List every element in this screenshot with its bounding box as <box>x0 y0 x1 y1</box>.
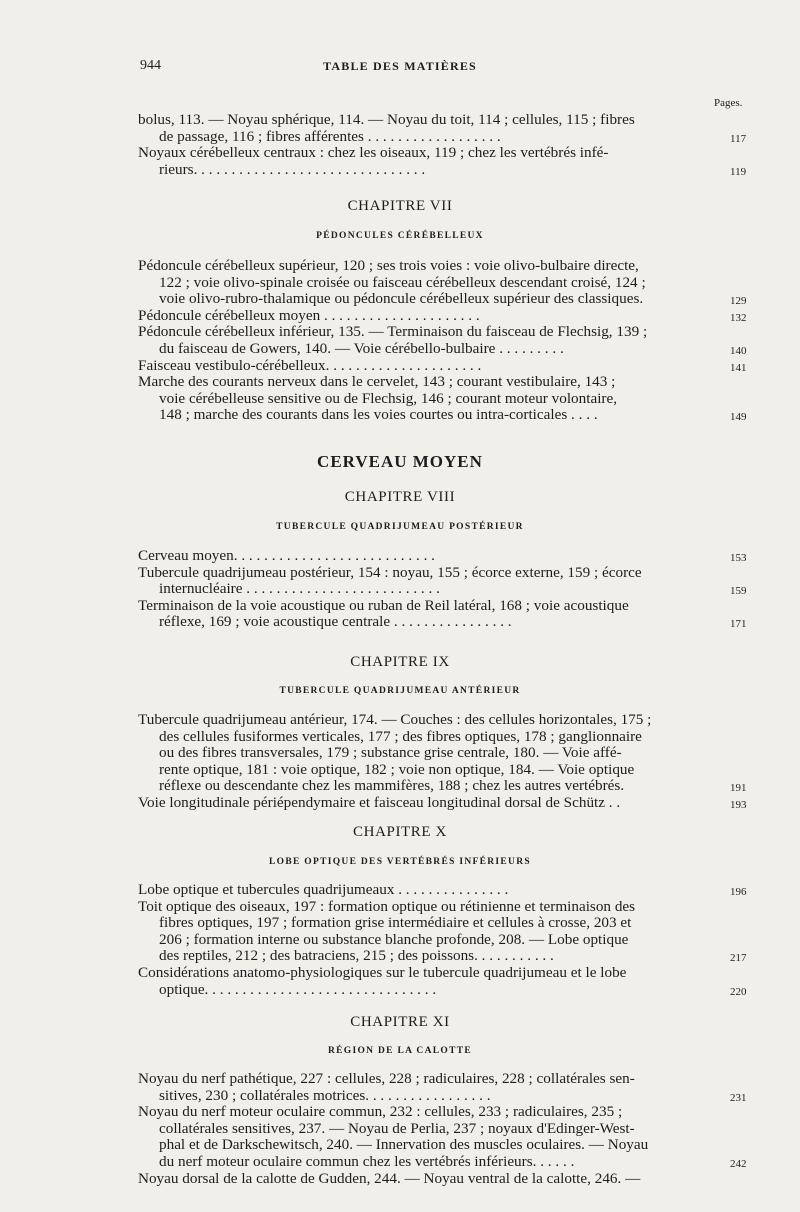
chapter-subtitle: PÉDONCULES CÉRÉBELLEUX <box>316 231 484 241</box>
toc-page-number: 141 <box>730 361 747 374</box>
chapter-title: CHAPITRE X <box>353 824 447 840</box>
toc-entry-line: rieurs. . . . . . . . . . . . . . . . . . . . . . . . . . . . . . . <box>159 160 426 178</box>
toc-entry-line: 122 ; voie olivo-spinale croisée ou faisceau cérébelleux descendant croisé, 124 ; <box>159 273 646 291</box>
toc-entry <box>138 793 747 812</box>
toc-entry-line: 148 ; marche des courants dans les voies courtes ou intra-corticales . . . . <box>159 406 598 424</box>
toc-block <box>138 111 747 178</box>
toc-entry-line: voie cérébelleuse sensitive ou de Flechsig, 146 ; courant moteur volontaire, <box>159 389 618 407</box>
toc-entry-line: Noyau dorsal de la calotte de Gudden, 244. — Noyau ventral de la calotte, 246. — <box>138 1169 641 1187</box>
toc-entry-line: 206 ; formation interne ou substance blanche profonde, 208. — Lobe optique <box>159 930 629 948</box>
toc-page-number: 242 <box>730 1157 747 1170</box>
toc-entry-line: collatérales sensitives, 237. — Noyau de Perlia, 237 ; noyaux d'Edinger-West- <box>159 1119 635 1137</box>
chapter-title: CHAPITRE IX <box>350 654 450 670</box>
toc-entry <box>138 306 747 325</box>
toc-block <box>138 547 747 631</box>
toc-block <box>138 1070 747 1187</box>
toc-page-number: 191 <box>730 782 747 795</box>
toc-entry <box>138 257 747 308</box>
toc-entry-line: Terminaison de la voie acoustique ou ruban de Reil latéral, 168 ; voie acoustique <box>138 596 629 614</box>
toc-entry-line: réflexe ou descendante chez les mammifères, 188 ; chez les autres vertébrés. <box>159 777 625 795</box>
toc-page-number: 117 <box>730 132 747 145</box>
chapter-title: CHAPITRE VII <box>347 198 453 214</box>
toc-page-number: 220 <box>730 985 747 998</box>
toc-entry-line: fibres optiques, 197 ; formation grise intermédiaire et cellules à crosse, 203 et <box>159 914 632 932</box>
toc-entry-line: Tubercule quadrijumeau antérieur, 174. — Couches : des cellules horizontales, 175 ; <box>138 711 652 728</box>
toc-page-number: 193 <box>730 798 747 811</box>
toc-page-number: 217 <box>730 952 747 965</box>
toc-page-number: 149 <box>730 411 747 424</box>
toc-entry <box>138 323 747 357</box>
page-number: 944 <box>140 58 161 73</box>
toc-page-number: 171 <box>730 618 747 631</box>
toc-entry <box>138 1103 747 1170</box>
toc-entry-line: des reptiles, 212 ; des batraciens, 215 ; des poissons. . . . . . . . . . . <box>159 947 554 965</box>
running-header <box>0 58 800 78</box>
toc-page-number: 140 <box>730 344 747 357</box>
toc-block <box>138 257 747 424</box>
toc-page-number: 129 <box>730 295 747 308</box>
toc-entry-line: Noyau du nerf pathétique, 227 : cellules, 228 ; radiculaires, 228 ; collatérales sen- <box>138 1070 635 1087</box>
chapter-subtitle: TUBERCULE QUADRIJUMEAU ANTÉRIEUR <box>279 686 521 696</box>
toc-entry <box>138 711 747 795</box>
toc-entry <box>138 963 747 998</box>
toc-entry-line: réflexe, 169 ; voie acoustique centrale . . . . . . . . . . . . . . . . <box>159 613 512 631</box>
toc-entry-line: du nerf moteur oculaire commun chez les vertébrés inférieurs. . . . . . <box>159 1152 575 1170</box>
toc-entry-line: Lobe optique et tubercules quadrijumeaux . . . . . . . . . . . . . . . <box>138 881 509 898</box>
toc-page-number: 159 <box>730 585 747 598</box>
toc-entry-line: Noyau du nerf moteur oculaire commun, 232 : cellules, 233 ; radiculaires, 235 ; <box>138 1103 623 1121</box>
toc-entry <box>138 356 747 375</box>
toc-entry-line: Voie longitudinale périépendymaire et faisceau longitudinal dorsal de Schütz . . <box>138 793 621 811</box>
toc-entry <box>138 596 747 631</box>
toc-entry-line: de passage, 116 ; fibres afférentes . . . . . . . . . . . . . . . . . . <box>159 127 501 145</box>
chapter-title: CHAPITRE XI <box>350 1014 450 1030</box>
toc-block <box>138 711 747 812</box>
toc-entry <box>138 1171 715 1188</box>
toc-entry <box>138 897 747 965</box>
toc-entry-line: Pédoncule cérébelleux supérieur, 120 ; ses trois voies : voie olivo-bulbaire directe, <box>138 257 639 274</box>
toc-page-number: 153 <box>730 552 747 564</box>
toc-page-number: 119 <box>730 165 747 178</box>
section-title: CERVEAU MOYEN <box>317 452 483 471</box>
toc-entry-line: Noyaux cérébelleux centraux : chez les oiseaux, 119 ; chez les vertébrés infé- <box>138 144 609 162</box>
toc-entry-line: Pédoncule cérébelleux moyen . . . . . . . . . . . . . . . . . . . . . <box>138 306 480 324</box>
running-title: TABLE DES MATIÈRES <box>323 59 477 73</box>
chapter-title: CHAPITRE VIII <box>344 489 456 505</box>
toc-entry <box>138 563 747 598</box>
toc-entry-line: internucléaire . . . . . . . . . . . . . . . . . . . . . . . . . . <box>159 580 440 598</box>
toc-entry <box>138 547 747 565</box>
toc-entry-line: optique. . . . . . . . . . . . . . . . . . . . . . . . . . . . . . . <box>159 980 437 998</box>
toc-entry-line: Toit optique des oiseaux, 197 : formation optique ou rétinienne et terminaison des <box>138 897 636 915</box>
toc-entry-line: Cerveau moyen. . . . . . . . . . . . . . . . . . . . . . . . . . . <box>138 547 435 564</box>
chapter-subtitle: TUBERCULE QUADRIJUMEAU POSTÉRIEUR <box>276 522 524 532</box>
toc-page-number: 196 <box>730 886 747 898</box>
toc-entry <box>138 144 747 178</box>
toc-entry <box>138 881 747 899</box>
toc-block <box>138 881 747 998</box>
toc-entry-line: Marche des courants nerveux dans le cervelet, 143 ; courant vestibulaire, 143 ; <box>138 373 616 391</box>
pages-column-label: Pages. <box>714 97 743 109</box>
toc-entry-line: voie olivo-rubro-thalamique ou pédoncule cérébelleux supérieur des classiques. <box>159 290 644 308</box>
toc-entry-line: sitives, 230 ; collatérales motrices. . . . . . . . . . . . . . . . . <box>159 1086 491 1104</box>
chapter-subtitle: RÉGION DE LA CALOTTE <box>328 1046 472 1056</box>
toc-entry <box>138 111 747 145</box>
toc-entry-line: bolus, 113. — Noyau sphérique, 114. — Noyau du toit, 114 ; cellules, 115 ; fibres <box>138 111 635 128</box>
toc-entry <box>138 373 747 424</box>
toc-entry-line: ou des fibres transversales, 179 ; substance grise centrale, 180. — Voie affé- <box>159 744 622 762</box>
toc-entry-line: Tubercule quadrijumeau postérieur, 154 : noyau, 155 ; écorce externe, 159 ; écorce <box>138 563 642 581</box>
toc-entry <box>138 1070 747 1104</box>
toc-page-number: 132 <box>730 311 747 324</box>
toc-entry-line: Considérations anatomo-physiologiques sur le tubercule quadrijumeau et le lobe <box>138 963 627 981</box>
toc-entry-line: des cellules fusiformes verticales, 177 ; des fibres optiques, 178 ; ganglionnaire <box>159 727 642 745</box>
toc-entry-line: phal et de Darkschewitsch, 240. — Innervation des muscles oculaires. — Noyau <box>159 1136 649 1154</box>
chapter-subtitle: LOBE OPTIQUE DES VERTÉBRÉS INFÉRIEURS <box>269 857 531 867</box>
toc-entry-line: Faisceau vestibulo-cérébelleux. . . . . . . . . . . . . . . . . . . . . <box>138 356 482 374</box>
toc-page-number: 231 <box>730 1091 747 1104</box>
toc-entry-line: Pédoncule cérébelleux inférieur, 135. — Terminaison du faisceau de Flechsig, 139 ; <box>138 323 648 341</box>
toc-entry-line: du faisceau de Gowers, 140. — Voie cérébello-bulbaire . . . . . . . . . <box>159 339 564 357</box>
toc-entry-line: rente optique, 181 : voie optique, 182 ; voie non optique, 184. — Voie optique <box>159 760 635 778</box>
